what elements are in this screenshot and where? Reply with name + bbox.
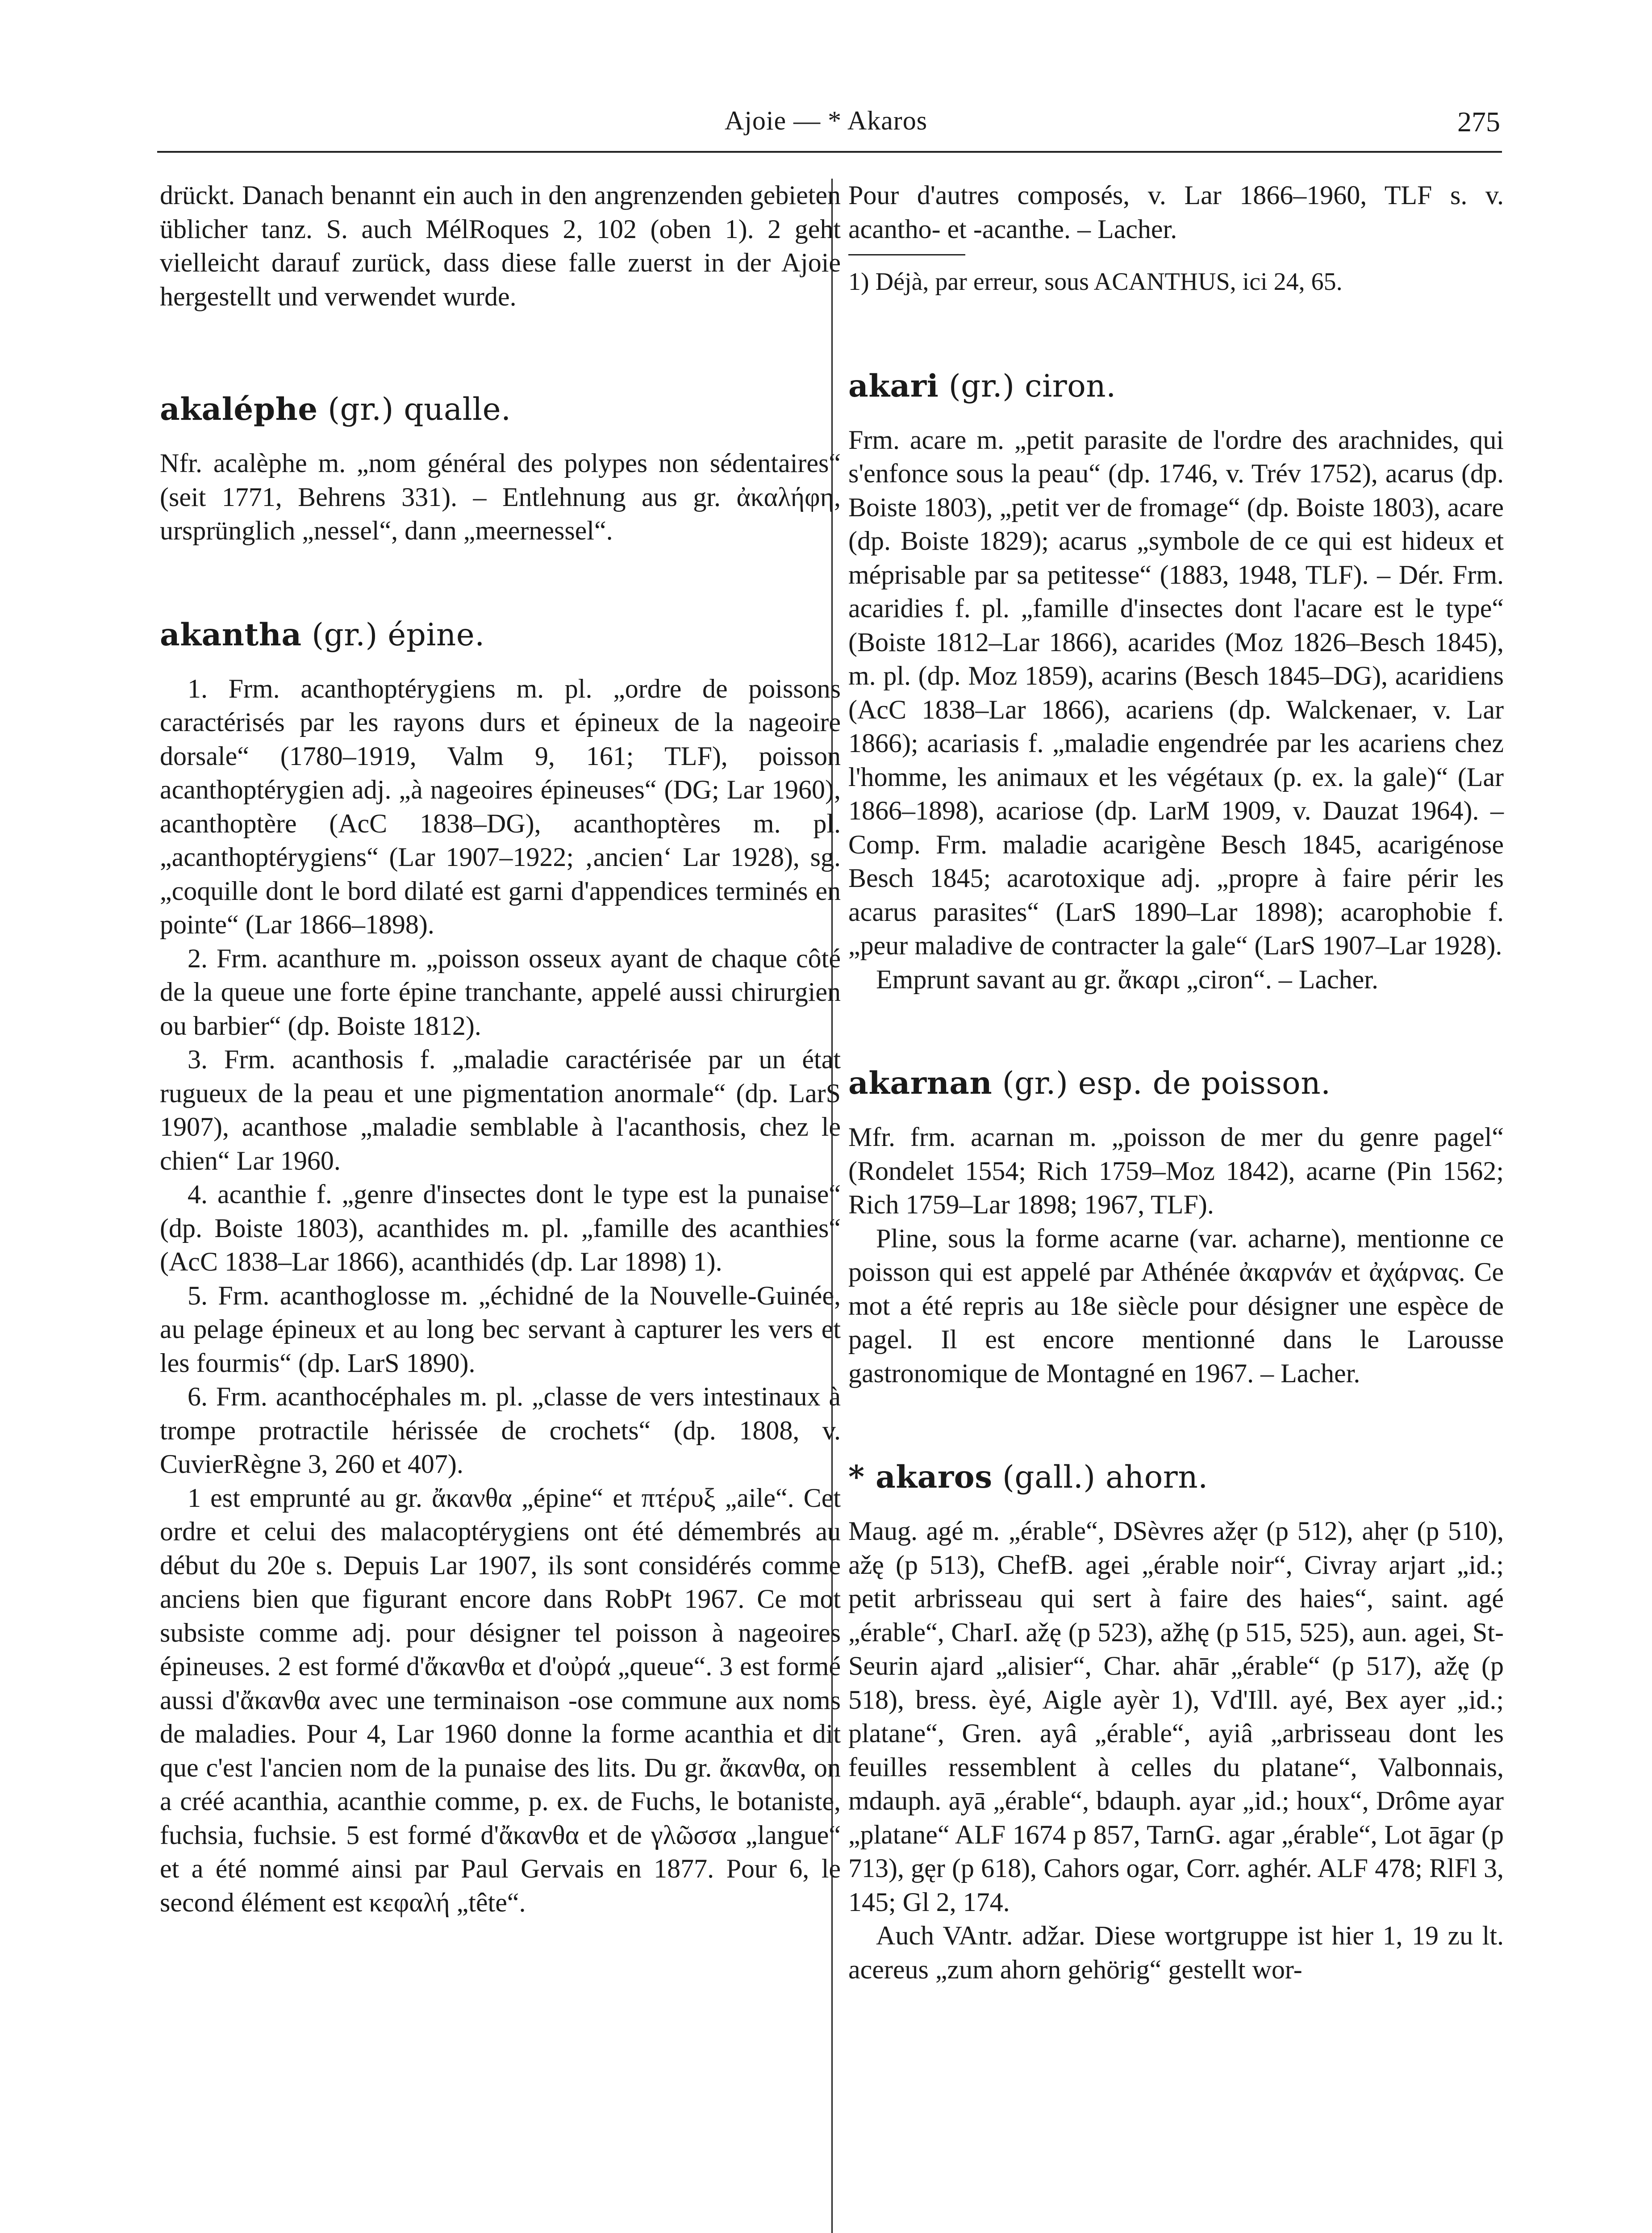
paragraph: Mfr. frm. acarnan m. „poisson de mer du genre pagel“ (Rondelet 1554; Rich 1759–Moz 1842), acarne (Pin 1562; Rich 1759–Lar 1898; 1967, TLF). <box>848 1122 1504 1219</box>
entry-akari <box>848 366 1504 997</box>
paragraph: 2. Frm. acanthure m. „poisson osseux ayant de chaque côté de la queue une forte épine tranchante, appelé aussi chirurgien ou barbier“ (dp. Boiste 1812). <box>160 943 841 1041</box>
akantha-continuation: Pour d'autres composés, v. Lar 1866–1960, TLF s. v. acantho- et -acanthe. – Lacher. <box>848 180 1504 244</box>
entry-heading <box>848 1063 1504 1104</box>
gloss: (gr.) qualle. <box>328 392 511 427</box>
paragraph: Maug. agé m. „érable“, DSèvres ažęr (p 512), ahęr (p 510), ažę (p 513), ChefB. agei „érable noir“, Civray arjart „id.; petit arbrisseau qui sert à faire des haies“, saint. agé „érable“, CharI. ažę (p 523), ažhę (p 515, 525), aun. agei, St-Seurin ajard „alisier“, Char. ahār „érable“ (p 517), ažę (p 518), bress. èyé, Aigle ayèr 1), Vd'Ill. ayé, Bex ayer „id.; platane“, Gren. ayâ „érable“, ayiâ „arbrisseau dont les feuilles ressemblent à celles du platane“, Valbonnais, mdauph. ayā „érable“, bdauph. ayar „id.; houx“, Drôme ayar „platane“ ALF 1674 p 857, TarnG. agar „érable“, Lot āgar (p 713), gęr (p 618), Cahors ogar, Corr. aghér. ALF 478; RlFl 3, 145; Gl 2, 174. <box>848 1516 1504 1917</box>
paragraph: Emprunt savant au gr. ἄκαρι „ciron“. – Lacher. <box>876 964 1378 994</box>
lemma: * akaros <box>848 1459 993 1495</box>
running-head: Ajoie — * Akaros <box>724 106 928 135</box>
entry-heading <box>160 389 841 430</box>
paragraph: 1. Frm. acanthoptérygiens m. pl. „ordre de poissons caractérisés par les rayons durs et épineux de la nageoire dorsale“ (1780–1919, Valm 9, 161; TLF), poisson acanthoptérygien adj. „à nageoires épineuses“ (DG; Lar 1960), acanthoptère (AcC 1838–DG), acanthoptères m. pl. „acanthoptérygiens“ (Lar 1907–1922; ‚ancien‘ Lar 1928), sg. „coquille dont le bord dilaté est garni d'appendices terminés en pointe“ (Lar 1866–1898). <box>160 673 841 939</box>
entry-akarnan <box>848 1063 1504 1390</box>
lemma: akari <box>848 368 939 404</box>
paragraph: 6. Frm. acanthocéphales m. pl. „classe de vers intestinaux à trompe protractile hérissée de crochets“ (dp. 1808, v. CuvierRègne 3, 260 et 407). <box>160 1382 841 1479</box>
entry-akalephe <box>160 389 841 548</box>
paragraph: 5. Frm. acanthoglosse m. „échidné de la Nouvelle-Guinée, au pelage épineux et au long bec servant à capturer les vers et les fourmis“ (dp. LarS 1890). <box>160 1280 841 1378</box>
ajoie-continuation: drückt. Danach benannt ein auch in den angrenzenden gebieten üblicher tanz. S. auch MélRoques 2, 102 (oben 1). 2 geht vielleicht darauf zurück, dass diese falle zuerst in der Ajoie hergestellt und verwendet wurde. <box>160 180 841 311</box>
right-column <box>848 179 1504 1986</box>
gloss: (gr.) esp. de poisson. <box>1002 1066 1331 1101</box>
entry-heading <box>848 1457 1504 1497</box>
paragraph: 4. acanthie f. „genre d'insectes dont le type est la punaise“ (dp. Boiste 1803), acanthides m. pl. „famille des acanthies“ (AcC 1838–Lar 1866), acanthidés (dp. Lar 1898) 1). <box>160 1179 841 1276</box>
footnote-rule <box>848 254 965 255</box>
page-number: 275 <box>1457 106 1500 138</box>
left-column <box>160 179 841 1919</box>
lemma: akarnan <box>848 1065 993 1101</box>
entry-text: Nfr. acalèphe m. „nom général des polypes non sédentaires“ (seit 1771, Behrens 331). – Entlehnung aus gr. ἀκαλήφη, ursprünglich „nessel“, dann „meernessel“. <box>160 448 841 545</box>
gloss: (gr.) ciron. <box>948 368 1116 404</box>
gloss: (gall.) ahorn. <box>1002 1459 1208 1495</box>
lemma: akantha <box>160 616 302 653</box>
footnote: 1) Déjà, par erreur, sous ACANTHUS, ici 24, 65. <box>848 268 1343 296</box>
paragraph: Frm. acare m. „petit parasite de l'ordre des arachnides, qui s'enfonce sous la peau“ (dp. 1746, v. Trév 1752), acarus (dp. Boiste 1803), „petit ver de fromage“ (dp. Boiste 1803), acare (dp. Boiste 1829); acarus „symbole de ce qui est hideux et méprisable par sa petitesse“ (1883, 1948, TLF). – Dér. Frm. acaridies f. pl. „famille d'insectes dont l'acare est le type“ (Boiste 1812–Lar 1866), acarides (Moz 1826–Besch 1845), m. pl. (dp. Moz 1859), acarins (Besch 1845–DG), acaridiens (AcC 1838–Lar 1866), acariens (dp. Walckenaer, v. Lar 1866); acariasis f. „maladie engendrée par les acariens chez l'homme, les animaux et les végétaux (p. ex. la gale)“ (Lar 1866–1898), acariose (dp. LarM 1909, v. Dauzat 1964). – Comp. Frm. maladie acarigène Besch 1845, acarigénose Besch 1845; acarotoxique adj. „propre à faire périr les acarus parasites“ (LarS 1890–Lar 1898); acarophobie f. „peur maladive de contracter la gale“ (LarS 1907–Lar 1928). <box>848 425 1504 960</box>
entry-akaros <box>848 1457 1504 1986</box>
header-rule <box>157 151 1502 153</box>
gloss: (gr.) épine. <box>312 617 485 653</box>
paragraph: 3. Frm. acanthosis f. „maladie caractérisée par un état rugueux de la peau et une pigmentation anormale“ (dp. LarS 1907), acanthose „maladie semblable à l'acanthosis, chez le chien“ Lar 1960. <box>160 1045 841 1175</box>
entry-heading <box>848 366 1504 406</box>
entry-akantha <box>160 615 841 1920</box>
paragraph: 1 est emprunté au gr. ἄκανθα „épine“ et πτέρυξ „aile“. Cet ordre et celui des malacoptérygiens ont été démembrés au début du 20e s. Depuis Lar 1907, ils sont considérés comme anciens bien que figurant encore dans RobPt 1967. Ce mot subsiste comme adj. pour désigner tel poisson à nageoires épineuses. 2 est formé d'ἄκανθα et d'οὐρά „queue“. 3 est formé aussi d'ἄκανθα avec une terminaison -ose commune aux noms de maladies. Pour 4, Lar 1960 donne la forme acanthia et dit que c'est l'ancien nom de la punaise des lits. Du gr. ἄκανθα, on a créé acanthia, acanthie comme, p. ex. de Fuchs, le botaniste, fuchsia, fuchsie. 5 est formé d'ἄκανθα et de γλῶσσα „langue“ et a été nommé ainsi par Paul Gervais en 1877. Pour 6, le second élément est κεφαλή „tête“. <box>160 1483 841 1917</box>
paragraph: Auch VAntr. adžar. Diese wortgruppe ist hier 1, 19 zu lt. acereus „zum ahorn gehörig“ gestellt wor- <box>848 1921 1504 1984</box>
entry-heading <box>160 615 841 655</box>
lemma: akaléphe <box>160 391 318 427</box>
paragraph: Pline, sous la forme acarne (var. acharne), mentionne ce poisson qui est appelé par Athénée ἀκαρνάν et ἀχάρνας. Ce mot a été repris au 18e siècle pour désigner une espèce de pagel. Il est encore mentionné dans le Larousse gastronomique de Montagné en 1967. – Lacher. <box>848 1223 1504 1388</box>
column-divider <box>831 179 833 2233</box>
